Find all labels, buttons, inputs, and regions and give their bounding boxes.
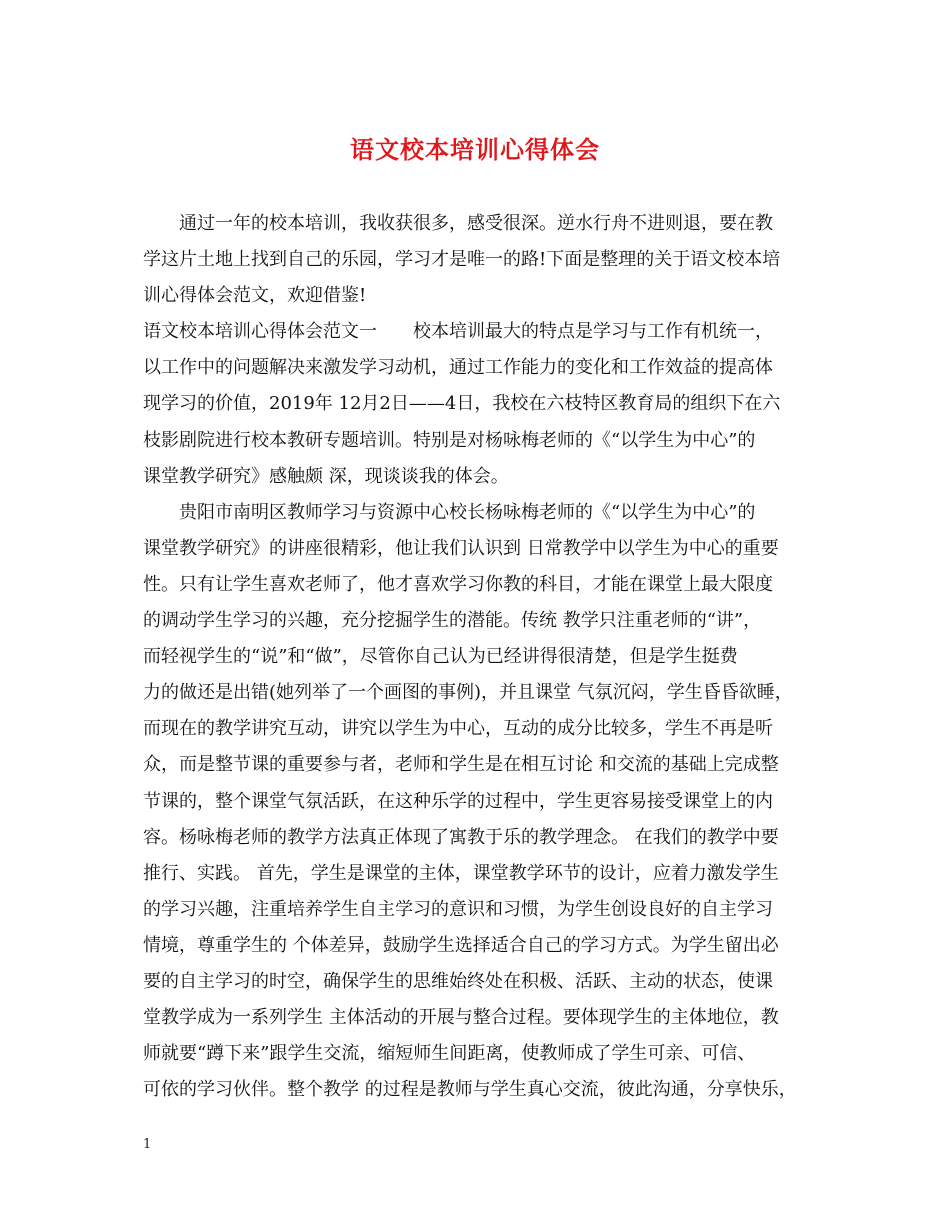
page-title: 语文校本培训心得体会 [350, 135, 600, 164]
text-line: 课堂教学研究》感触颇 深，现谈谈我的体会。 [143, 465, 509, 487]
text-line: 学这片土地上找到自己的乐园，学习才是唯一的路!下面是整理的关于语文校本培 [143, 249, 781, 271]
text-line: 以工作中的问题解决来激发学习动机，通过工作能力的变化和工作效益的提高体 [143, 357, 773, 379]
text-line: 的调动学生学习的兴趣，充分挖掘学生的潜能。传统 教学只注重老师的“讲”， [143, 610, 762, 632]
text-line: 的学习兴趣，注重培养学生自主学习的意识和习惯，为学生创设良好的自主学习 [143, 898, 773, 920]
text-line: 训心得体会范文，欢迎借鉴! [143, 285, 367, 307]
text-line: 而现在的教学讲究互动，讲究以学生为中心，互动的成分比较多，学生不再是听 [143, 718, 773, 740]
text-line: 推行、实践。 首先，学生是课堂的主体，课堂教学环节的设计，应着力激发学生 [143, 862, 779, 884]
text-line: 要的自主学习的时空，确保学生的思维始终处在积极、活跃、主动的状态，使课 [143, 970, 773, 992]
text-line: 贵阳市南明区教师学习与资源中心校长杨咏梅老师的《“以学生为中心”的 [143, 501, 756, 523]
text-line: 师就要“蹲下来”跟学生交流，缩短师生间距离，使教师成了学生可亲、可信、 [143, 1043, 756, 1065]
page-number: 1 [143, 1137, 152, 1152]
text-line: 课堂教学研究》的讲座很精彩，他让我们认识到 日常教学中以学生为中心的重要 [143, 537, 779, 559]
text-line: 众，而是整节课的重要参与者，老师和学生是在相互讨论 和交流的基础上完成整 [143, 754, 779, 776]
text-line: 可依的学习伙伴。整个教学 的过程是教师与学生真心交流，彼此沟通，分享快乐， [143, 1079, 797, 1101]
text-line: 堂教学成为一系列学生 主体活动的开展与整合过程。要体现学生的主体地位，教 [143, 1007, 779, 1029]
text-line: 容。杨咏梅老师的教学方法真正体现了寓教于乐的教学理念。 在我们的教学中要 [143, 826, 779, 848]
text-line: 节课的，整个课堂气氛活跃，在这种乐学的过程中，学生更容易接受课堂上的内 [143, 790, 773, 812]
text-line: 枝影剧院进行校本教研专题培训。特别是对杨咏梅老师的《“以学生为中心”的 [143, 429, 756, 451]
text-line: 语文校本培训心得体会范文一 校本培训最大的特点是学习与工作有机统一， [143, 321, 773, 343]
text-line: 情境，尊重学生的 个体差异，鼓励学生选择适合自己的学习方式。为学生留出必 [143, 934, 779, 956]
body-text [143, 206, 823, 1108]
text-line: 性。只有让学生喜欢老师了，他才喜欢学习你教的科目，才能在课堂上最大限度 [143, 573, 773, 595]
text-line: 而轻视学生的“说”和“做”，尽管你自己认为已经讲得很清楚，但是学生挺费 [143, 646, 738, 668]
text-line: 现学习的价值，2019年 12月2日——4日，我校在六枝特区教育局的组织下在六 [143, 393, 781, 415]
text-line: 通过一年的校本培训，我收获很多，感受很深。逆水行舟不进则退，要在教 [143, 213, 773, 234]
text-line: 力的做还是出错(她列举了一个画图的事例)，并且课堂 气氛沉闷，学生昏昏欲睡， [143, 682, 793, 704]
